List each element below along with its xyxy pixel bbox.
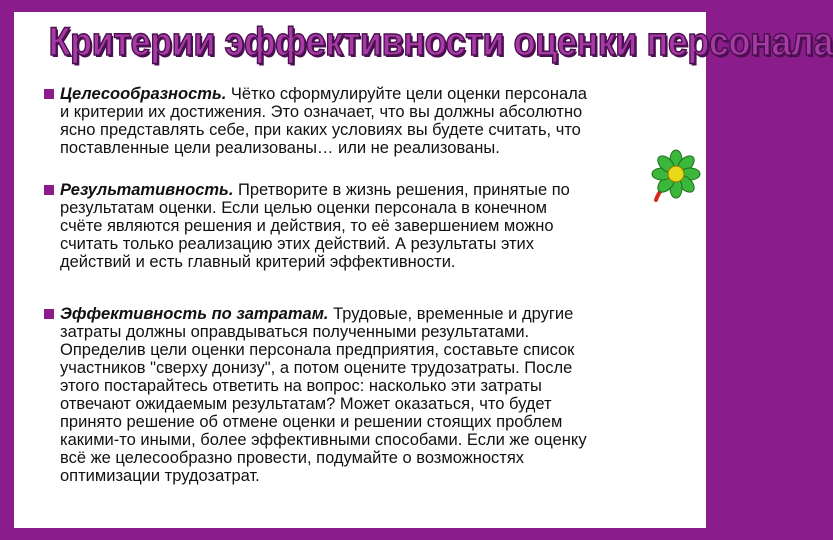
criterion-text: ясно представлять себе, при каких условиях вы будете считать, что [60,121,581,139]
criterion-text: Трудовые, временные и другие [328,305,574,323]
criterion-text: участников "сверху донизу", а потом оцените трудозатраты. После [60,359,573,377]
criterion-term: Целесообразность. [60,85,227,103]
criterion-term: Эффективность по затратам. [60,305,329,323]
criterion-text: Чётко сформулируйте цели оценки персонала [226,85,587,103]
criterion-text: оптимизации трудозатрат. [60,467,260,485]
criterion-item [60,305,587,485]
criterion-term: Результативность. [60,181,234,199]
criterion-text: считать только реализацию этих действий. А результаты этих [60,235,535,253]
criterion-item [60,181,570,271]
flower-icon [646,146,706,206]
bullet-icon [44,185,54,195]
criterion-text: поставленные цели реализованы… или не реализованы. [60,139,500,157]
bullet-icon [44,89,54,99]
criterion-text: затраты должны оправдываться полученными результатами. [60,323,530,341]
criterion-text: этого постарайтесь ответить на вопрос: насколько эти затраты [60,377,542,395]
criterion-text: счёте являются решения и действия, то её завершением можно [60,217,554,235]
criterion-text: какими-то иными, более эффективными способами. Если же оценку [60,431,587,449]
criterion-first-line [60,181,570,199]
criterion-first-line [60,85,587,103]
criterion-text: результатам оценки. Если целью оценки персонала в конечном [60,199,547,217]
criterion-text: отвечают ожидаемым результатам? Может оказаться, что будет [60,395,552,413]
criterion-item [60,85,587,157]
bullet-icon [44,309,54,319]
criterion-text: действий и есть главный критерий эффективности. [60,253,456,271]
criterion-text: Определив цели оценки персонала предприятия, составьте список [60,341,575,359]
criterion-text: всё же целесообразно провести, подумайте о возможностях [60,449,525,467]
criterion-text: Претворите в жизнь решения, принятые по [233,181,570,199]
criterion-text: и критерии их достижения. Это означает, что вы должны абсолютно [60,103,583,121]
slide [14,12,833,528]
criterion-text: принято решение об отмене оценки и решении стоящих проблем [60,413,563,431]
criterion-first-line [60,305,587,323]
slide-title: Критерии эффективности оценки персонала [48,20,833,64]
